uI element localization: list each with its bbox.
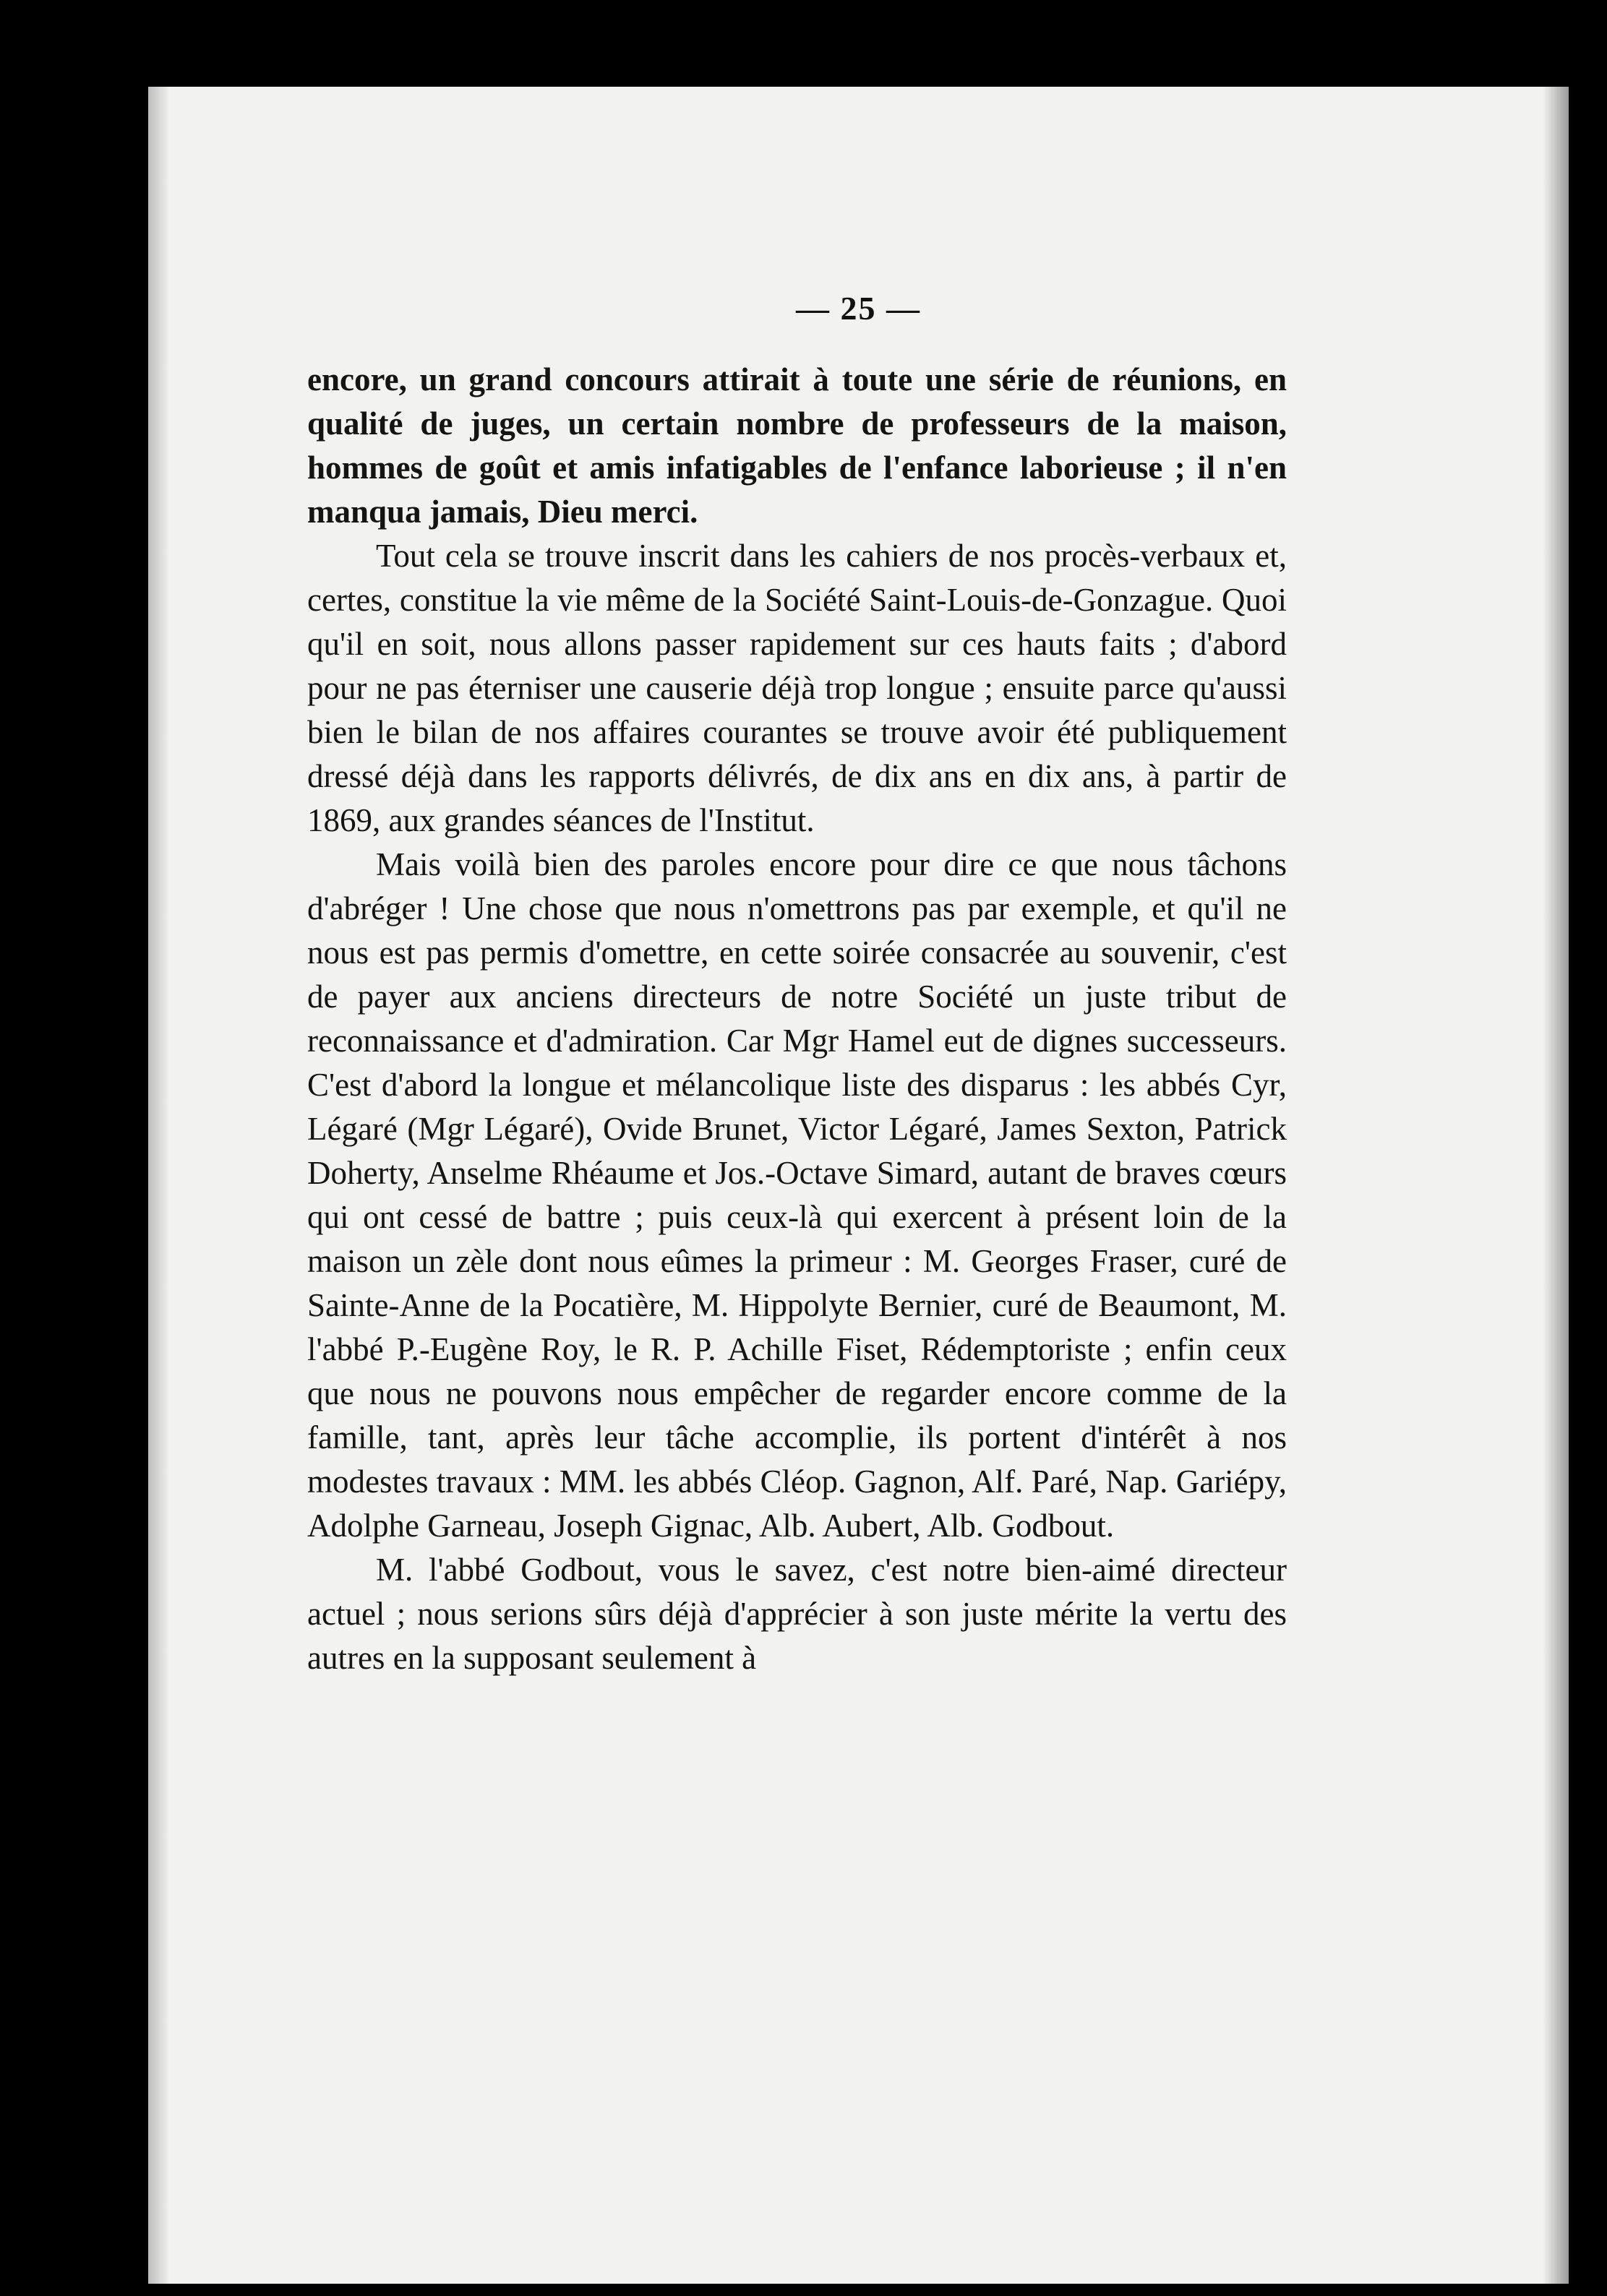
page-left-shadow: [148, 87, 170, 2284]
book-page: [148, 87, 1569, 2284]
body-text: [307, 358, 1287, 1680]
page-right-shadow: [1543, 87, 1569, 2284]
paragraph-3: Mais voilà bien des paroles encore pour dire ce que nous tâchons d'abréger ! Une chose que nous n'omettrons pas par exemple, et qu'il ne nous est pas permis d'omettre, en cette soirée consacrée au souvenir, c'est de payer aux anciens directeurs de notre Société un juste tribut de reconnaissance et d'admiration. Car Mgr Hamel eut de dignes successeurs. C'est d'abord la longue et mélancolique liste des disparus : les abbés Cyr, Légaré (Mgr Légaré), Ovide Brunet, Victor Légaré, James Sexton, Patrick Doherty, Anselme Rhéaume et Jos.-Octave Simard, autant de braves cœurs qui ont cessé de battre ; puis ceux-là qui exercent à présent loin de la maison un zèle dont nous eûmes la primeur : M. Georges Fraser, curé de Sainte-Anne de la Pocatière, M. Hippolyte Bernier, curé de Beaumont, M. l'abbé P.-Eugène Roy, le R. P. Achille Fiset, Rédemptoriste ; enfin ceux que nous ne pouvons nous empêcher de regarder encore comme de la famille, tant, après leur tâche accomplie, ils portent d'intérêt à nos modestes travaux : MM. les abbés Cléop. Gagnon, Alf. Paré, Nap. Gariépy, Adolphe Garneau, Joseph Gignac, Alb. Aubert, Alb. Godbout.: [307, 846, 1287, 1544]
paragraph-4: M. l'abbé Godbout, vous le savez, c'est notre bien-aimé directeur actuel ; nous serions sûrs déjà d'apprécier à son juste mérite la vertu des autres en la supposant seulement à: [307, 1552, 1287, 1676]
paragraph-2: Tout cela se trouve inscrit dans les cahiers de nos procès-verbaux et, certes, constitue la vie même de la Société Saint-Louis-de-Gonzague. Quoi qu'il en soit, nous allons passer rapidement sur ces hauts faits ; d'abord pour ne pas éterniser une causerie déjà trop longue ; ensuite parce qu'aussi bien le bilan de nos affaires courantes se trouve avoir été publiquement dressé déjà dans les rapports délivrés, de dix ans en dix ans, à partir de 1869, aux grandes séances de l'Institut.: [307, 538, 1287, 838]
page-number: — 25 —: [796, 290, 921, 327]
paragraph-1: encore, un grand concours attirait à toute une série de réunions, en qualité de juges, un certain nombre de professeurs de la maison, hommes de goût et amis infatigables de l'enfance laborieuse ; il n'en manqua jamais, Dieu merci.: [307, 361, 1287, 530]
